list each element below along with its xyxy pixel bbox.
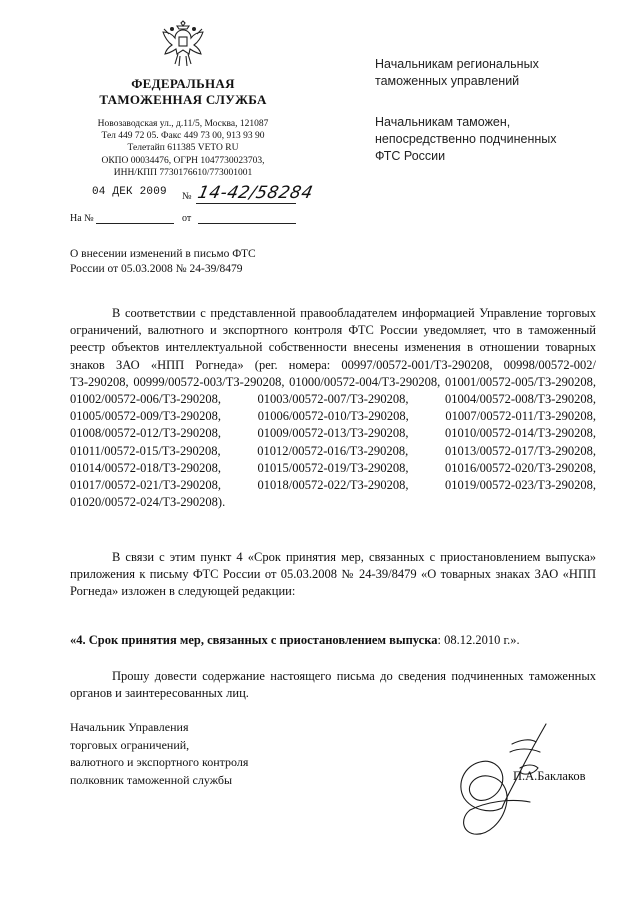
organization-name-line2: ТАМОЖЕННАЯ СЛУЖБА bbox=[99, 92, 267, 107]
reply-date-line bbox=[198, 223, 296, 224]
addressee-line: ФТС России bbox=[375, 149, 446, 163]
body-paragraph-3: Прошу довести содержание настоящего письма до сведения подчиненных таможенных органов и заинтересованных лиц. bbox=[70, 669, 596, 701]
reply-reference-row bbox=[70, 213, 300, 227]
outgoing-number-handwritten: 14-42/58284 bbox=[195, 183, 315, 203]
position-line: валютного и экспортного контроля bbox=[70, 755, 249, 769]
addressee-line: Начальникам региональных bbox=[375, 57, 539, 71]
outgoing-number-label: № bbox=[182, 191, 192, 202]
organization-name-line1: ФЕДЕРАЛЬНАЯ bbox=[131, 76, 235, 91]
decision-paragraph bbox=[70, 632, 610, 649]
position-line: полковник таможенной службы bbox=[70, 772, 233, 787]
signer-name: П.А.Баклаков bbox=[513, 769, 586, 783]
subject-line: России от 05.03.2008 № 24-39/8479 bbox=[70, 263, 243, 275]
addressee-regional bbox=[375, 56, 539, 90]
decision-open-quote: « bbox=[70, 633, 77, 647]
addressee-customs bbox=[375, 114, 557, 165]
subject-line: О внесении изменений в письмо ФТС bbox=[70, 248, 256, 260]
address-line: ОКПО 00034476, ОГРН 1047730023703, bbox=[101, 155, 265, 166]
addressee-line: таможенных управлений bbox=[375, 74, 520, 88]
reply-from-label: от bbox=[182, 213, 192, 224]
position-line: торговых ограничений, bbox=[70, 737, 190, 752]
address-line: Новозаводская ул., д.11/5, Москва, 121087 bbox=[97, 119, 269, 129]
outgoing-date-stamp: 04 ДЕК 2009 bbox=[92, 186, 167, 198]
addressee-line: непосредственно подчиненных bbox=[375, 132, 557, 146]
address-block bbox=[70, 118, 296, 179]
signatory-position bbox=[70, 719, 248, 789]
addressee-line: Начальникам таможен, bbox=[375, 115, 511, 129]
reply-to-label: На № bbox=[70, 213, 94, 224]
reply-number-line bbox=[96, 223, 174, 224]
decision-date-text: : 08.12.2010 г.». bbox=[437, 633, 520, 647]
address-line: Тел 449 72 05. Факс 449 73 00, 913 93 90 bbox=[101, 131, 265, 142]
body-paragraph-1: В соответствии с представленной правообладателем информацией Управление торговых ограничений, валютного и экспортного контроля ФТС России уведомляет, что в таможенный реестр объектов интеллектуальной собственности внесены изменения в отношении товарных знаков ЗАО «НПП Рогнеда» (рег. номера: 00997/00572-001/ТЗ-290208, 00998/00572-002/ТЗ-290208, 00999/00572-003/ТЗ-290208, 01000/00572-004/ТЗ-290208, 01001/00572-005/ТЗ-290208, 01002/00572-006/ТЗ-290208, 01003/00572-007/ТЗ-290208, 01004/00572-008/ТЗ-290208, 01005/00572-009/ТЗ-290208, 01006/00572-010/ТЗ-290208, 01007/00572-011/ТЗ-290208, 01008/00572-012/ТЗ-290208, 01009/00572-013/ТЗ-290208, 01010/00572-014/ТЗ-290208, 01011/00572-015/ТЗ-290208, 01012/00572-016/ТЗ-290208, 01013/00572-017/ТЗ-290208, 01014/00572-018/ТЗ-290208, 01015/00572-019/ТЗ-290208, 01016/00572-020/ТЗ-290208, 01017/00572-021/ТЗ-290208, 01018/00572-022/ТЗ-290208, 01019/00572-023/ТЗ-290208, 01020/00572-024/ТЗ-290208). bbox=[70, 306, 596, 510]
position-line: Начальник Управления bbox=[70, 720, 189, 734]
body-paragraph-2: В связи с этим пункт 4 «Срок принятия мер, связанных с приостановлением выпуска» приложения к письму ФТС России от 05.03.2008 № 24-39/8479 «О товарных знаках ЗАО «НПП Рогнеда» изложен в следующей редакции: bbox=[70, 550, 596, 599]
outgoing-number-line bbox=[196, 203, 296, 204]
address-line: ИНН/КПП 7730176610/773001001 bbox=[113, 167, 253, 178]
organization-name bbox=[70, 76, 296, 108]
decision-bold-text: 4. Срок принятия мер, связанных с приостановлением выпуска bbox=[76, 633, 438, 647]
letter-subject bbox=[70, 247, 330, 277]
double-headed-eagle-emblem bbox=[160, 20, 206, 70]
address-line: Телетайп 611385 VETO RU bbox=[127, 143, 239, 154]
